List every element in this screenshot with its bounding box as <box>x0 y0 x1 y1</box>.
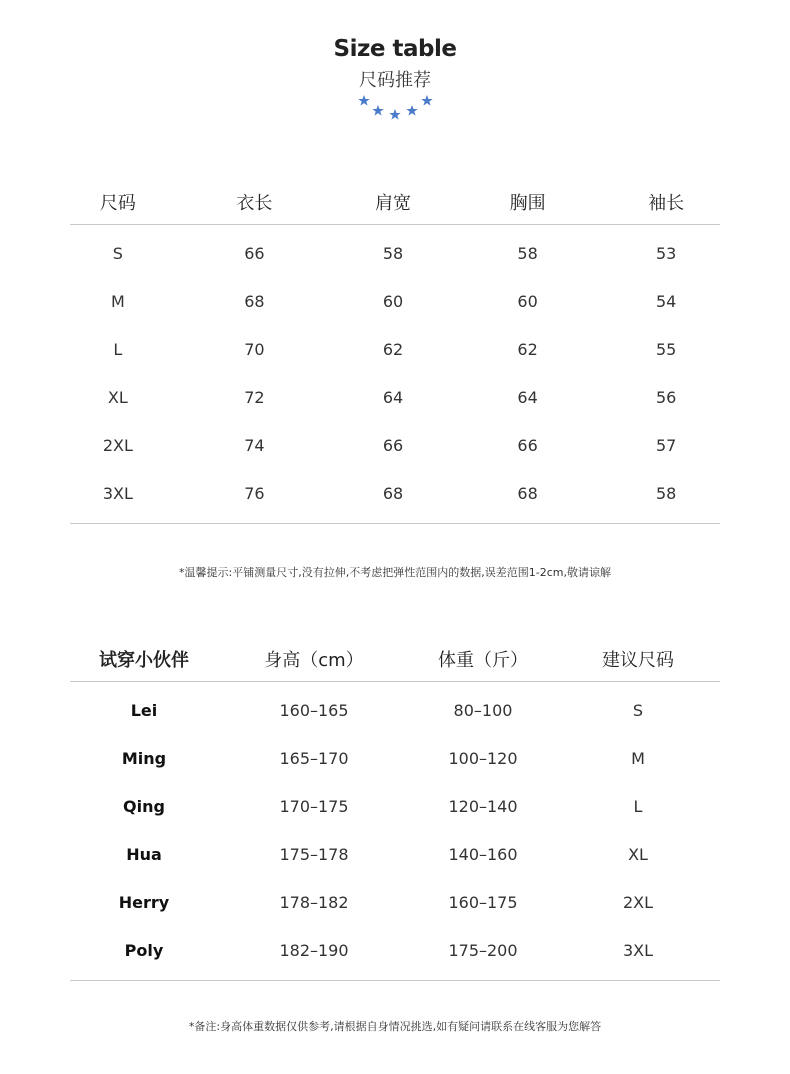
decorative-stars <box>350 90 440 124</box>
table-cell: 58 <box>382 244 404 263</box>
table-cell: M <box>631 749 645 768</box>
table-cell: 70 <box>244 340 265 359</box>
table-cell: Lei <box>130 701 158 720</box>
table-row <box>70 749 720 768</box>
model-table-header <box>70 646 720 672</box>
table-cell: 182–190 <box>279 941 349 960</box>
table-cell: 68 <box>244 292 265 311</box>
table-cell: 64 <box>382 388 404 407</box>
table-cell: 55 <box>655 340 677 359</box>
size-table-bottom-rule <box>70 523 720 524</box>
header-height: 身高（cm） <box>264 650 364 671</box>
table-cell: 2XL <box>102 436 133 455</box>
table-cell: 74 <box>244 436 265 455</box>
table-cell: 175–200 <box>448 941 518 960</box>
header-size: 尺码 <box>99 193 136 214</box>
table-cell: 100–120 <box>448 749 518 768</box>
table-cell: 58 <box>517 244 538 263</box>
table-cell: 57 <box>655 436 677 455</box>
table-cell: 80–100 <box>453 701 513 720</box>
header-shoulder: 肩宽 <box>375 193 411 214</box>
star-icon <box>372 105 383 116</box>
header-sleeve: 袖长 <box>648 193 685 214</box>
table-cell: 54 <box>655 292 677 311</box>
table-cell: 68 <box>382 484 404 503</box>
table-cell: 64 <box>517 388 538 407</box>
header-recommended-size: 建议尺码 <box>602 650 674 671</box>
table-cell: 140–160 <box>448 845 518 864</box>
model-table-bottom-rule <box>70 980 720 981</box>
table-cell: L <box>633 797 643 816</box>
header-length: 衣长 <box>236 193 273 214</box>
table-cell: 56 <box>655 388 677 407</box>
table-row <box>70 340 720 359</box>
model-table-header-rule <box>70 681 720 682</box>
table-cell: 3XL <box>622 941 654 960</box>
table-row <box>70 845 720 864</box>
table-cell: S <box>632 701 644 720</box>
table-cell: 60 <box>382 292 404 311</box>
table-row <box>70 388 720 407</box>
table-row <box>70 701 720 720</box>
size-table-note: *温馨提示:平铺测量尺寸,没有拉伸,不考虑把弹性范围内的数据,误差范围1-2cm,敬请谅解 <box>179 566 611 579</box>
table-cell: 66 <box>244 244 265 263</box>
table-cell: L <box>113 340 123 359</box>
star-icon <box>358 95 369 106</box>
table-row <box>70 292 720 311</box>
table-cell: 2XL <box>622 893 654 912</box>
header-weight: 体重（斤） <box>438 650 528 671</box>
table-cell: Hua <box>126 845 162 864</box>
header-chest: 胸围 <box>509 193 546 214</box>
table-cell: Poly <box>124 941 164 960</box>
table-cell: 68 <box>517 484 538 503</box>
model-table-note: *备注:身高体重数据仅供参考,请根据自身情况挑选,如有疑问请联系在线客服为您解答 <box>188 1020 602 1033</box>
header-model: 试穿小伙伴 <box>99 650 189 671</box>
table-cell: 178–182 <box>279 893 349 912</box>
table-cell: 60 <box>517 292 538 311</box>
star-icon <box>406 105 417 116</box>
table-cell: XL <box>107 388 128 407</box>
table-cell: 3XL <box>102 484 133 503</box>
table-cell: Herry <box>118 893 170 912</box>
table-cell: 72 <box>244 388 265 407</box>
table-row <box>70 244 720 263</box>
table-row <box>70 484 720 503</box>
table-cell: 175–178 <box>279 845 349 864</box>
table-row <box>70 797 720 816</box>
page-subtitle: 尺码推荐 <box>359 70 431 91</box>
table-row <box>70 893 720 912</box>
table-cell: Qing <box>123 797 165 816</box>
table-cell: 160–175 <box>448 893 518 912</box>
table-cell: 58 <box>655 484 677 503</box>
size-table-header <box>70 189 720 215</box>
table-cell: 76 <box>244 484 265 503</box>
table-cell: 53 <box>655 244 677 263</box>
star-icon <box>421 95 432 106</box>
table-row <box>70 941 720 960</box>
table-cell: S <box>112 244 123 263</box>
table-cell: 66 <box>517 436 538 455</box>
star-icon <box>389 109 400 120</box>
table-cell: 62 <box>382 340 404 359</box>
table-cell: 165–170 <box>279 749 349 768</box>
table-cell: M <box>110 292 125 311</box>
table-cell: 170–175 <box>279 797 349 816</box>
table-cell: 62 <box>517 340 538 359</box>
table-cell: 120–140 <box>448 797 518 816</box>
size-table-header-rule <box>70 224 720 225</box>
table-cell: XL <box>628 845 648 864</box>
table-row <box>70 436 720 455</box>
table-cell: 66 <box>382 436 404 455</box>
table-cell: 160–165 <box>279 701 349 720</box>
page-title: Size table <box>333 36 457 62</box>
table-cell: Ming <box>121 749 167 768</box>
